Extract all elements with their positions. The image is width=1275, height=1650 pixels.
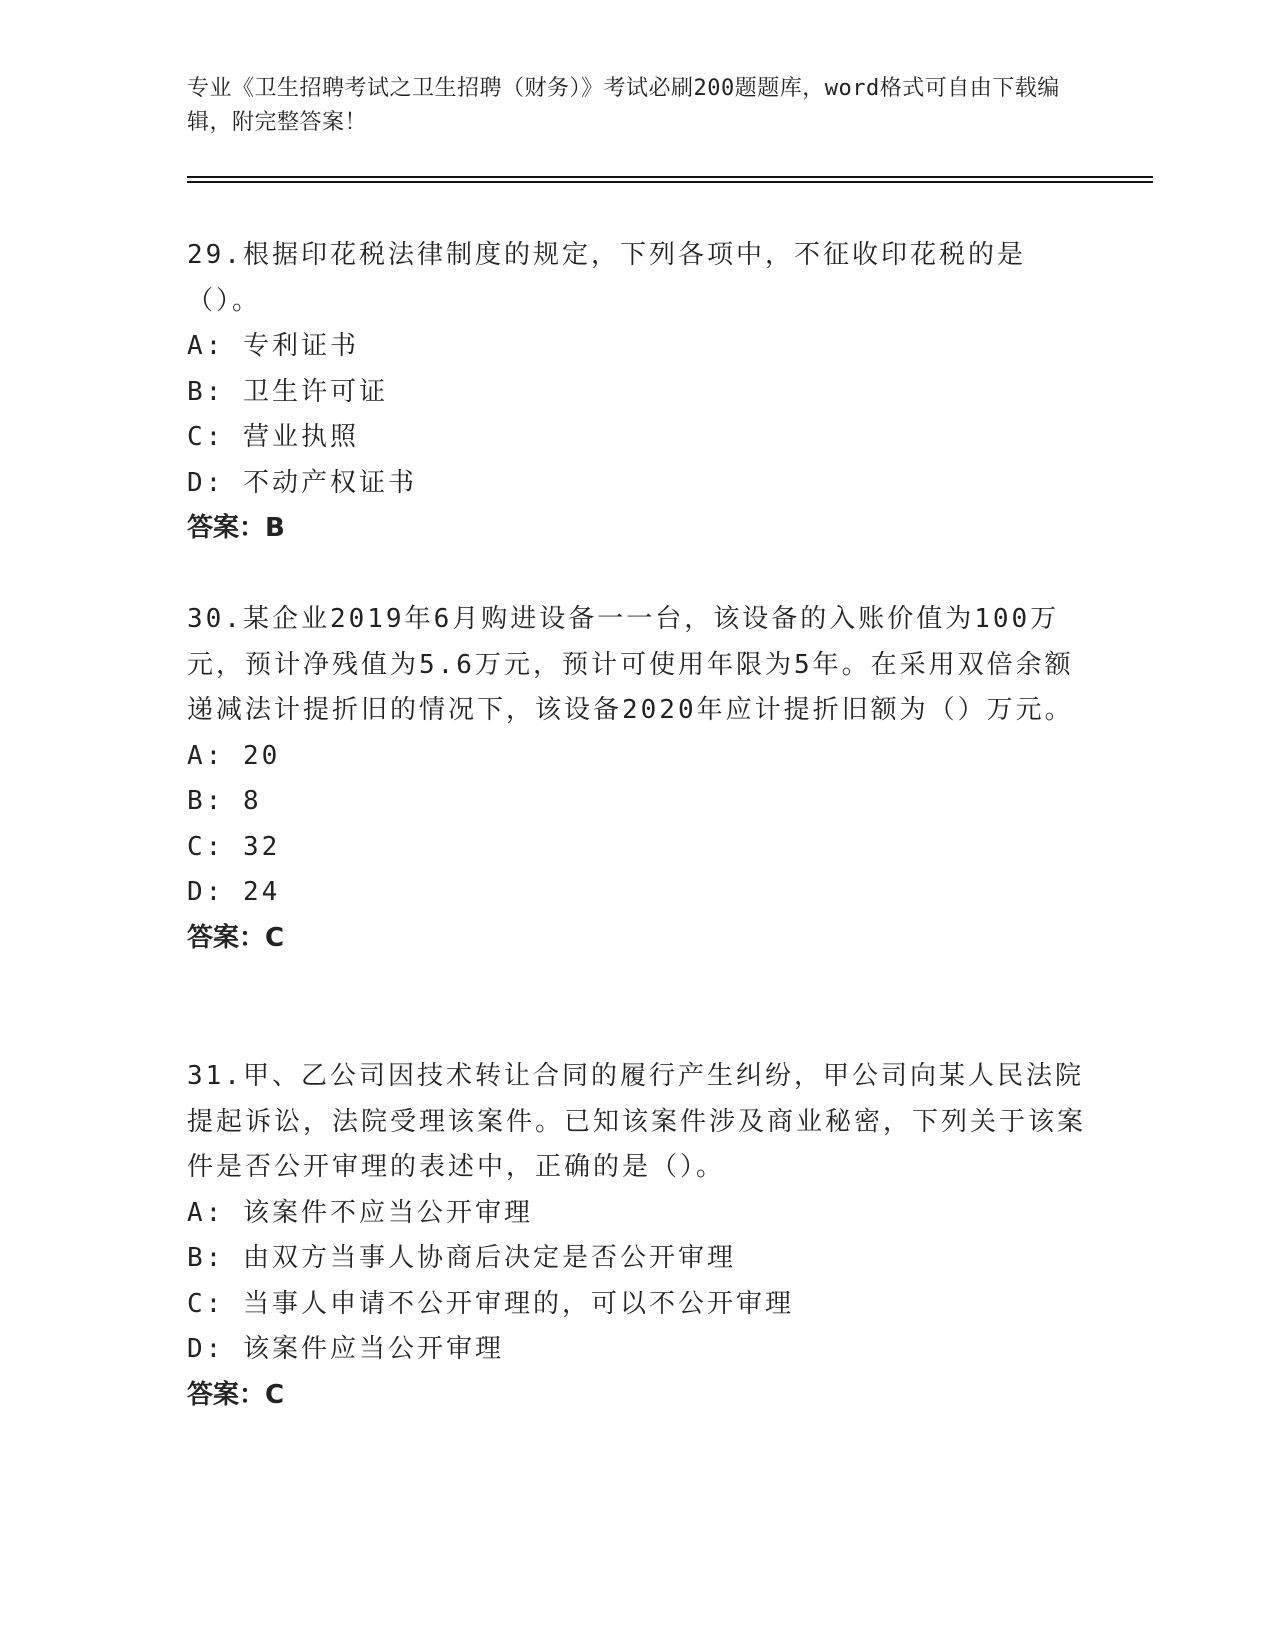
option-d: D: 不动产权证书 <box>187 467 417 498</box>
option-d: D: 24 <box>187 877 281 907</box>
question-stem: 30.某企业2019年6月购进设备一一台，该设备的入账价值为100万元，预计净残值为5.6万元，预计可使用年限为5年。在采用双倍余额递减法计提折旧的情况下，该设备2020年应计提折旧额为（）万元。 <box>187 604 1074 725</box>
header-divider-top <box>187 176 1153 178</box>
option-c: C: 32 <box>187 831 281 862</box>
question-stem: 31.甲、乙公司因技术转让合同的履行产生纠纷，甲公司向某人民法院提起诉讼，法院受理该案件。已知该案件涉及商业秘密，下列关于该案件是否公开审理的表述中，正确的是（）。 <box>187 1061 1087 1182</box>
option-b: B: 卫生许可证 <box>187 376 388 407</box>
answer-line: 答案：C <box>187 922 285 953</box>
option-list <box>187 324 1087 506</box>
option-d: D: 该案件应当公开审理 <box>187 1334 504 1364</box>
header-divider-bottom <box>187 181 1153 183</box>
question-30 <box>187 597 1087 961</box>
answer-line: 答案：B <box>187 513 285 543</box>
option-a: A: 专利证书 <box>187 331 359 361</box>
document-header: 专业《卫生招聘考试之卫生招聘（财务）》考试必刷200题题库，word格式可自由下载编辑，附完整答案！ <box>187 76 1060 135</box>
question-29 <box>187 233 1087 552</box>
question-31 <box>187 1054 1087 1418</box>
option-a: A: 20 <box>187 740 281 771</box>
option-c: C: 营业执照 <box>187 422 359 452</box>
option-list <box>187 1191 1087 1373</box>
answer-line: 答案：C <box>187 1379 285 1410</box>
option-list <box>187 734 1087 916</box>
question-stem: 29.根据印花税法律制度的规定，下列各项中，不征收印花税的是（）。 <box>187 240 1026 316</box>
option-c: C: 当事人申请不公开审理的，可以不公开审理 <box>187 1288 794 1319</box>
option-b: B: 由双方当事人协商后决定是否公开审理 <box>187 1243 736 1273</box>
option-b: B: 8 <box>187 786 262 816</box>
option-a: A: 该案件不应当公开审理 <box>187 1197 533 1228</box>
